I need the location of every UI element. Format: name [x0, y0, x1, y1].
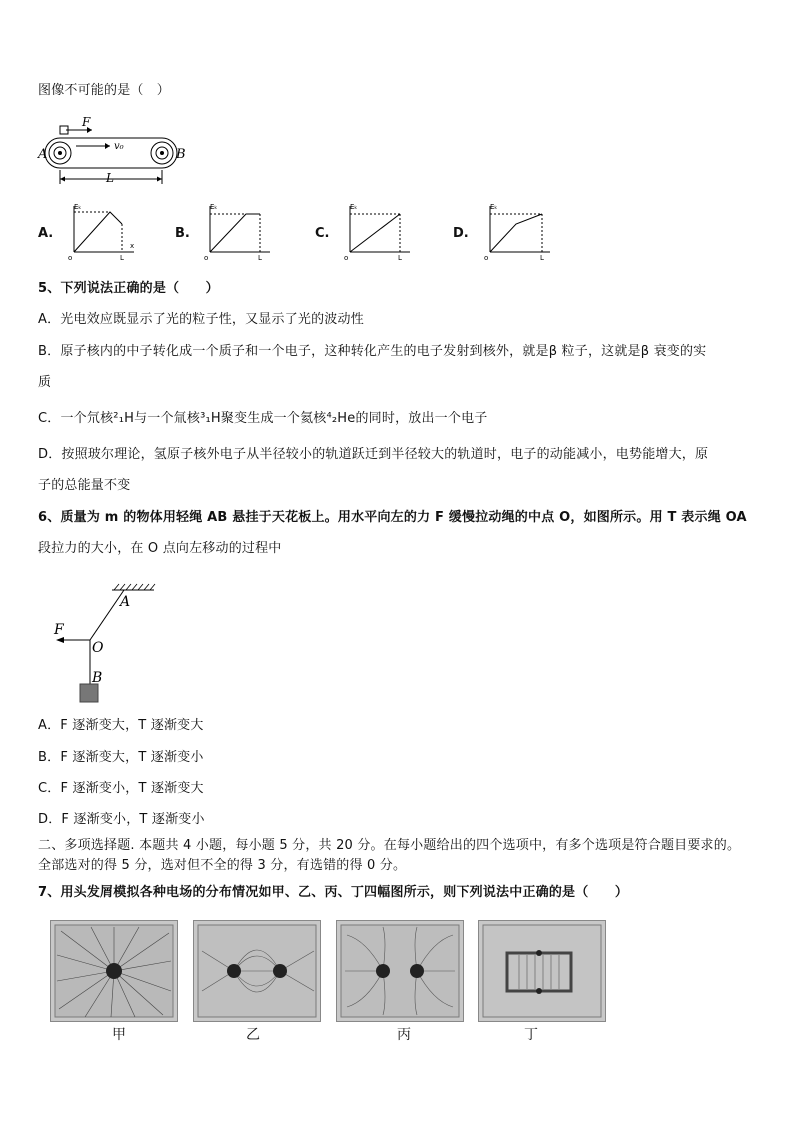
- q6-option-d: D．F 逐渐变小，T 逐渐变小: [38, 812, 205, 827]
- svg-text:L: L: [398, 254, 402, 262]
- caption-jia: 甲: [112, 1027, 126, 1043]
- section2-line1: 二、多项选择题. 本题共 4 小题，每小题 5 分，共 20 分。在每小题给出的四个选项中，有多个选项是符合题目要求的。: [38, 838, 741, 853]
- option-a-label: A.: [38, 226, 54, 241]
- photo-yi: [193, 920, 321, 1022]
- q5-option-d-line1: D．按照玻尔理论，氢原子核外电子从半径较小的轨道跃迁到半径较大的轨道时，电子的动能减小，电势能增大，原: [38, 447, 709, 462]
- option-b-label: B.: [175, 226, 190, 241]
- svg-text:o: o: [344, 254, 349, 262]
- caption-yi: 乙: [246, 1027, 260, 1043]
- q5-option-d-line2: 子的总能量不变: [38, 478, 131, 493]
- label-L: L: [106, 171, 114, 185]
- q6-option-a: A．F 逐渐变大，T 逐渐变大: [38, 718, 204, 733]
- caption-bing: 丙: [397, 1027, 411, 1043]
- label-v0: v₀: [114, 141, 124, 152]
- photo-bing: [336, 920, 464, 1022]
- svg-text:o: o: [68, 254, 73, 262]
- svg-text:L: L: [120, 254, 124, 262]
- photo-jia: [50, 920, 178, 1022]
- rope-figure: [48, 584, 168, 708]
- caption-ding: 丁: [524, 1027, 538, 1043]
- svg-text:L: L: [258, 254, 262, 262]
- conveyor-belt-figure: [36, 114, 206, 192]
- graph-a: [64, 200, 144, 262]
- svg-text:Eₖ: Eₖ: [490, 203, 498, 211]
- label-F: F: [54, 622, 64, 638]
- label-B: B: [176, 147, 186, 162]
- svg-text:x: x: [130, 242, 135, 250]
- svg-text:L: L: [540, 254, 544, 262]
- svg-text:Eₖ: Eₖ: [350, 203, 358, 211]
- graph-c: [340, 200, 420, 262]
- photo-ding: [478, 920, 606, 1022]
- svg-text:o: o: [484, 254, 489, 262]
- q6-stem-line2: 段拉力的大小，在 O 点向左移动的过程中: [38, 541, 282, 556]
- q5-stem: 5、下列说法正确的是（ ）: [38, 281, 219, 296]
- section2-line2: 全部选对的得 5 分，选对但不全的得 3 分，有选错的得 0 分。: [38, 858, 407, 873]
- label-A: A: [38, 147, 48, 162]
- label-F: F: [82, 115, 91, 129]
- graph-b: [200, 200, 280, 262]
- svg-text:Eₖ: Eₖ: [210, 203, 218, 211]
- label-O: O: [92, 640, 104, 656]
- option-c-label: C.: [315, 226, 330, 241]
- q5-option-c: C．一个氘核²₁H与一个氚核³₁H聚变生成一个氦核⁴₂He的同时，放出一个电子: [38, 411, 488, 426]
- q7-stem: 7、用头发屑模拟各种电场的分布情况如甲、乙、丙、丁四幅图所示，则下列说法中正确的是（ ）: [38, 885, 629, 900]
- q5-option-a: A．光电效应既显示了光的粒子性，又显示了光的波动性: [38, 312, 364, 327]
- q6-stem-line1: 6、质量为 m 的物体用轻绳 AB 悬挂于天花板上。用水平向左的力 F 缓慢拉动绳的中点 O，如图所示。用 T 表示绳 OA: [38, 510, 747, 525]
- label-B: B: [92, 670, 103, 686]
- label-A: A: [120, 594, 131, 610]
- q6-option-b: B．F 逐渐变大，T 逐渐变小: [38, 750, 204, 765]
- q5-option-b-line1: B．原子核内的中子转化成一个质子和一个电子，这种转化产生的电子发射到核外，就是β 粒子，这就是β 衰变的实: [38, 344, 707, 359]
- svg-text:Eₖ: Eₖ: [74, 203, 82, 211]
- option-d-label: D.: [453, 226, 469, 241]
- q6-option-c: C．F 逐渐变小，T 逐渐变大: [38, 781, 204, 796]
- q4-stem-tail: 图像不可能的是（ ）: [38, 83, 171, 98]
- q5-option-b-line2: 质: [38, 375, 52, 390]
- svg-text:o: o: [204, 254, 209, 262]
- graph-d: [480, 200, 560, 262]
